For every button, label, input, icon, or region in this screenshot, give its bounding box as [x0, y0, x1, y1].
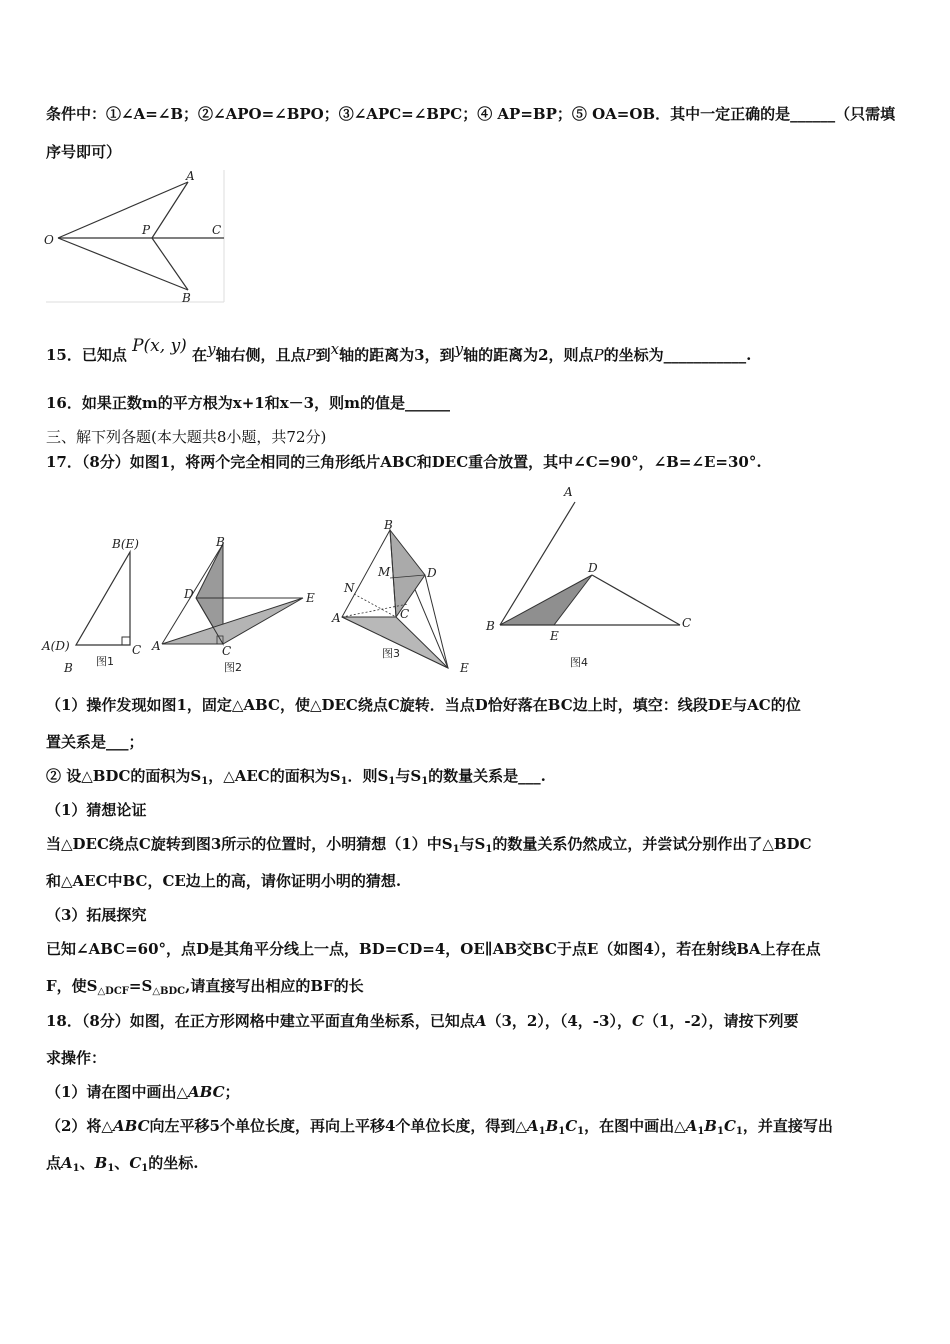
label-A: A: [186, 169, 195, 183]
q14-figure: [40, 166, 230, 306]
q17-explore-line1: 已知∠ABC=60°，点D是其角平分线上一点，BD=CD=4，OE∥AB交BC于点E（如图4），若在射线BA上存在点: [46, 940, 821, 958]
q17-heading-conjecture: （1）猜想论证: [46, 801, 147, 819]
caption-fig4: 图4: [570, 656, 588, 669]
caption-fig3: 图3: [382, 647, 400, 660]
label-P: P: [142, 223, 151, 237]
svg-text:C: C: [132, 643, 142, 657]
svg-text:A: A: [564, 485, 573, 499]
q17-figure-1: [40, 532, 150, 677]
q15-line: 15．已知点 P(x, y) 在y轴右侧，且点P到x轴的距离为3，到y轴的距离为2，则点P的坐标为___________.: [46, 336, 752, 364]
section-3-heading: 三、解下列各题(本大题共8小题，共72分): [46, 428, 327, 446]
point-P-xy: P(x, y): [132, 336, 187, 356]
q17-figure-4: [484, 480, 704, 675]
svg-text:C: C: [682, 616, 692, 630]
svg-text:D: D: [427, 566, 437, 580]
svg-text:A: A: [332, 611, 341, 625]
caption-fig1: 图1: [96, 655, 114, 668]
q18-part2-line2: 点$A_1$、$B_1$、$C_1$的坐标.: [46, 1154, 199, 1174]
q17-heading-explore: （3）拓展探究: [46, 906, 147, 924]
q17-explore-line2: F，使$S_{\triangle DCF}=S_{\triangle BDC}$,请直接写出相应的BF的长: [46, 977, 364, 997]
q14-condition-line: 条件中：①∠A=∠B；②∠APO=∠BPO；③∠APC=∠BPC；④ AP=BP；⑤ OA=OB．其中一定正确的是______（只需填: [46, 105, 896, 123]
caption-fig2: 图2: [224, 661, 242, 674]
q14-instruction-line: 序号即可）: [46, 143, 122, 161]
q17-title: 17．（8分）如图1，将两个完全相同的三角形纸片ABC和DEC重合放置，其中∠C=90°，∠B=∠E=30°.: [46, 453, 762, 471]
q17-part1-line1: （1）操作发现如图1，固定△ABC，使△DEC绕点C旋转．当点D恰好落在BC边上时，填空：线段DE与AC的位: [46, 696, 801, 714]
svg-text:E: E: [460, 661, 469, 675]
svg-text:M: M: [378, 565, 391, 579]
svg-text:A: A: [152, 639, 161, 653]
q17-part1-line2: 置关系是___；: [46, 733, 144, 751]
svg-text:B: B: [64, 661, 73, 675]
svg-text:E: E: [550, 629, 559, 643]
q17-figure-2: [148, 532, 328, 677]
q17-figure-3: [328, 516, 478, 676]
svg-text:B(E): B(E): [112, 537, 139, 551]
svg-text:A(D): A(D): [42, 639, 70, 653]
q18-line1: 18．（8分）如图，在正方形网格中建立平面直角坐标系，已知点A（3，2），（4，-3），C（1，-2），请按下列要: [46, 1012, 799, 1030]
svg-text:B: B: [486, 619, 495, 633]
label-B: B: [182, 291, 191, 305]
svg-text:B: B: [384, 518, 393, 532]
q18-line2: 求操作：: [46, 1049, 107, 1067]
svg-text:C: C: [400, 607, 410, 621]
q18-part1: （1）请在图中画出△ABC；: [46, 1083, 240, 1101]
label-O: O: [44, 233, 54, 247]
q17-conjecture-line1: 当△DEC绕点C旋转到图3所示的位置时，小明猜想（1）中$S_1$与$S_1$的数量关系仍然成立，并尝试分别作出了△BDC: [46, 835, 812, 855]
svg-text:D: D: [184, 587, 194, 601]
q17-conjecture-line2: 和△AEC中BC，CE边上的高，请你证明小明的猜想.: [46, 872, 402, 890]
q16-line: 16．如果正数m的平方根为x+1和x－3，则m的值是______: [46, 394, 450, 412]
label-C: C: [212, 223, 222, 237]
q17-part1-sub2: ② 设△BDC的面积为$S_1$，△AEC的面积为$S_1$．则$S_1$与$S_1$的数量关系是___.: [46, 767, 546, 787]
svg-text:D: D: [588, 561, 598, 575]
q18-part2-line1: （2）将△ABC向左平移5个单位长度，再向上平移4个单位长度，得到$\triangle A_1B_1C_1$，在图中画出$\triangle A_1B_1C_1$，并直接写出: [46, 1117, 833, 1137]
svg-text:E: E: [306, 591, 315, 605]
svg-text:B: B: [216, 535, 225, 549]
svg-text:C: C: [222, 644, 232, 658]
svg-text:N: N: [344, 581, 355, 595]
